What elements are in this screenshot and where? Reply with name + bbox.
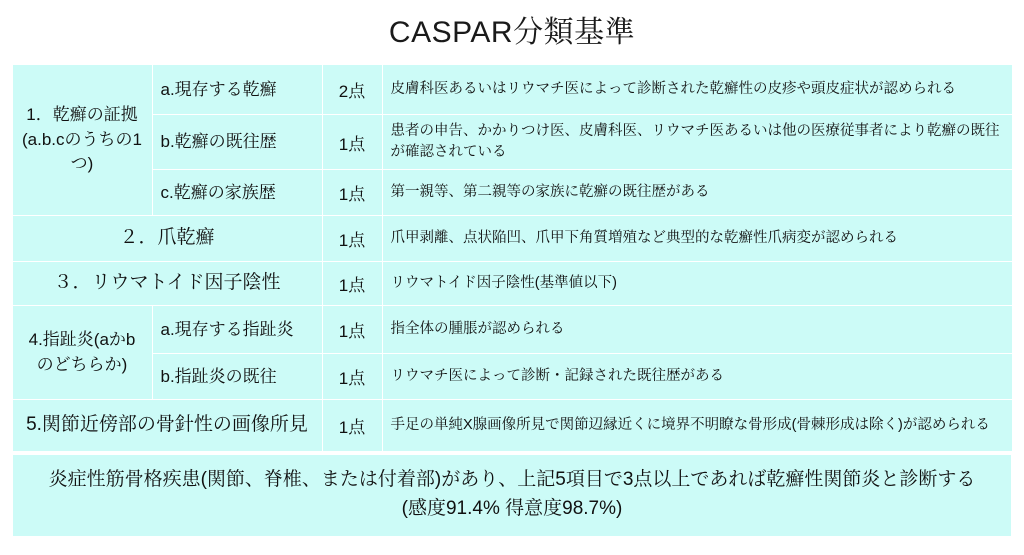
caspar-criteria-table <box>12 64 1013 452</box>
criterion-1c-label: c.乾癬の家族歴 <box>152 170 322 216</box>
criterion-4a-label: a.現存する指趾炎 <box>152 306 322 354</box>
criterion-2-label: ２．爪乾癬 <box>12 216 322 262</box>
criterion-1a-label: a.現存する乾癬 <box>152 65 322 115</box>
criterion-3-description: リウマトイド因子陰性(基準値以下) <box>382 262 1012 306</box>
table-row <box>12 216 1012 262</box>
criterion-1b-description: 患者の申告、かかりつけ医、皮膚科医、リウマチ医あるいは他の医療従事者により乾癬の既往が確認されている <box>382 115 1012 170</box>
criterion-1-label: 1．乾癬の証拠(a.b.cのうちの1つ) <box>12 65 152 216</box>
criterion-4b-label: b.指趾炎の既往 <box>152 354 322 400</box>
criterion-4b-description: リウマチ医によって診断・記録された既往歴がある <box>382 354 1012 400</box>
criterion-1a-points: 2点 <box>322 65 382 115</box>
criterion-1b-points: 1点 <box>322 115 382 170</box>
criterion-2-points: 1点 <box>322 216 382 262</box>
table-row <box>12 115 1012 170</box>
criterion-4-label: 4.指趾炎(aかbのどちらか) <box>12 306 152 400</box>
table-row <box>12 262 1012 306</box>
criterion-4a-description: 指全体の腫脹が認められる <box>382 306 1012 354</box>
table-row <box>12 354 1012 400</box>
table-row <box>12 65 1012 115</box>
table-row <box>12 170 1012 216</box>
criterion-1c-points: 1点 <box>322 170 382 216</box>
criterion-3-label: ３．リウマトイド因子陰性 <box>12 262 322 306</box>
criterion-1c-description: 第一親等、第二親等の家族に乾癬の既往歴がある <box>382 170 1012 216</box>
criterion-5-description: 手足の単純X腺画像所見で関節辺縁近くに境界不明瞭な骨形成(骨棘形成は除く)が認められる <box>382 400 1012 452</box>
page-title: CASPAR分類基準 <box>388 16 636 49</box>
criterion-1a-description: 皮膚科医あるいはリウマチ医によって診断された乾癬性の皮疹や頭皮症状が認められる <box>382 65 1012 115</box>
diagnosis-summary: 炎症性筋骨格疾患(関節、脊椎、または付着部)があり、上記5項目で3点以上であれば乾癬性関節炎と診断する(感度91.4% 得意度98.7%) <box>12 454 1012 537</box>
criterion-5-points: 1点 <box>322 400 382 452</box>
table-row <box>12 400 1012 452</box>
criterion-4a-points: 1点 <box>322 306 382 354</box>
criterion-5-label: 5.関節近傍部の骨針性の画像所見 <box>12 400 322 452</box>
criterion-4b-points: 1点 <box>322 354 382 400</box>
criterion-2-description: 爪甲剥離、点状陥凹、爪甲下角質増殖など典型的な乾癬性爪病変が認められる <box>382 216 1012 262</box>
table-row <box>12 306 1012 354</box>
criterion-1b-label: b.乾癬の既往歴 <box>152 115 322 170</box>
criterion-3-points: 1点 <box>322 262 382 306</box>
